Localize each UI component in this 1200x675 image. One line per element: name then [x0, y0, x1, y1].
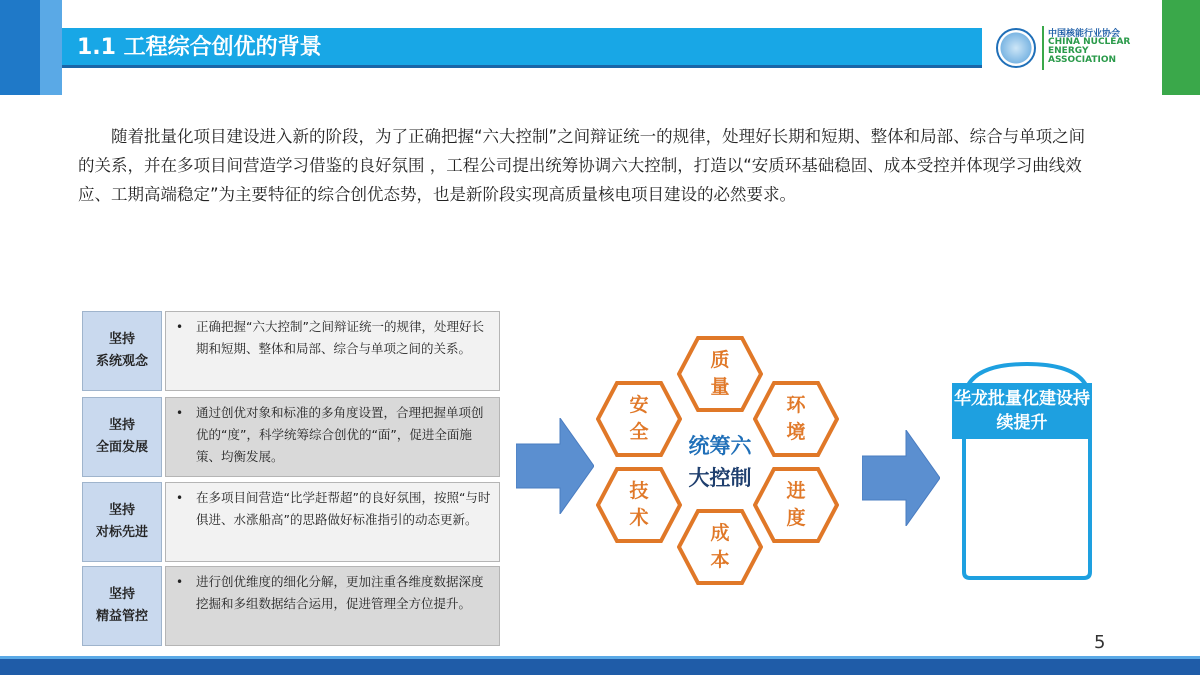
bullet-icon: • [176, 406, 184, 420]
bullet-icon: • [176, 320, 184, 334]
top-right-bar [1162, 0, 1200, 95]
bottom-bar [0, 659, 1200, 675]
hex-environment: 环 境 [753, 381, 839, 457]
right-arrow-icon [516, 418, 594, 514]
hex-technology: 技 术 [596, 467, 682, 543]
cup-label: 华龙批量化建设持续提升 [952, 383, 1092, 439]
principle-label: 坚持 系统观念 [82, 311, 162, 391]
logo-text-cn: 中国核能行业协会 [1048, 29, 1121, 39]
hex-cost: 成 本 [677, 509, 763, 585]
hex-center-label: 统筹六 大控制 [688, 434, 752, 490]
principle-text: • 在多项目间营造“比学赶帮超”的良好氛围，按照“与时俱进、水涨船高”的思路做好标准指引的动态更新。 [165, 482, 500, 562]
principle-label: 坚持 对标先进 [82, 482, 162, 562]
intro-paragraph: 随着批量化项目建设进入新的阶段，为了正确把握“六大控制”之间辩证统一的规律，处理好长期和短期、整体和局部、综合与单项之间的关系，并在多项目间营造学习借鉴的良好氛围 ，工程公司提出统筹协调六大控制，打造以“安质环基础稳固、成本受控并体现学习曲线效应、工期高端稳定”为主要特征的综合创优态势，也是新阶段实现高质量核电项目建设的必然要求。 [78, 127, 1086, 204]
logo-text-en: CHINA NUCLEAR ENERGY ASSOCIATION [1048, 37, 1131, 65]
hex-schedule: 进 度 [753, 467, 839, 543]
principle-row [82, 482, 500, 562]
principle-row [82, 566, 500, 646]
logo-emblem-icon [996, 28, 1036, 68]
association-logo [996, 26, 1146, 72]
bullet-icon: • [176, 575, 184, 589]
principle-row [82, 397, 500, 477]
page-number: 5 [1094, 632, 1106, 653]
top-left-bar [0, 0, 40, 95]
principle-label: 坚持 全面发展 [82, 397, 162, 477]
principle-text: • 通过创优对象和标准的多角度设置，合理把握单项创优的“度”，科学统筹综合创优的“面”，促进全面施策、均衡发展。 [165, 397, 500, 477]
principle-text: • 进行创优维度的细化分解，更加注重各维度数据深度挖掘和多组数据结合运用，促进管理全方位提升。 [165, 566, 500, 646]
right-arrow-icon [862, 430, 940, 526]
page-title: 1.1 工程综合创优的背景 [62, 28, 982, 68]
bullet-icon: • [176, 491, 184, 505]
top-left-bar-accent [40, 0, 62, 95]
principle-row [82, 311, 500, 391]
logo-divider [1042, 26, 1044, 70]
principle-label: 坚持 精益管控 [82, 566, 162, 646]
principle-text: • 正确把握“六大控制”之间辩证统一的规律，处理好长期和短期、整体和局部、综合与单项之间的关系。 [165, 311, 500, 391]
hex-safety: 安 全 [596, 381, 682, 457]
hex-quality: 质 量 [677, 336, 763, 412]
